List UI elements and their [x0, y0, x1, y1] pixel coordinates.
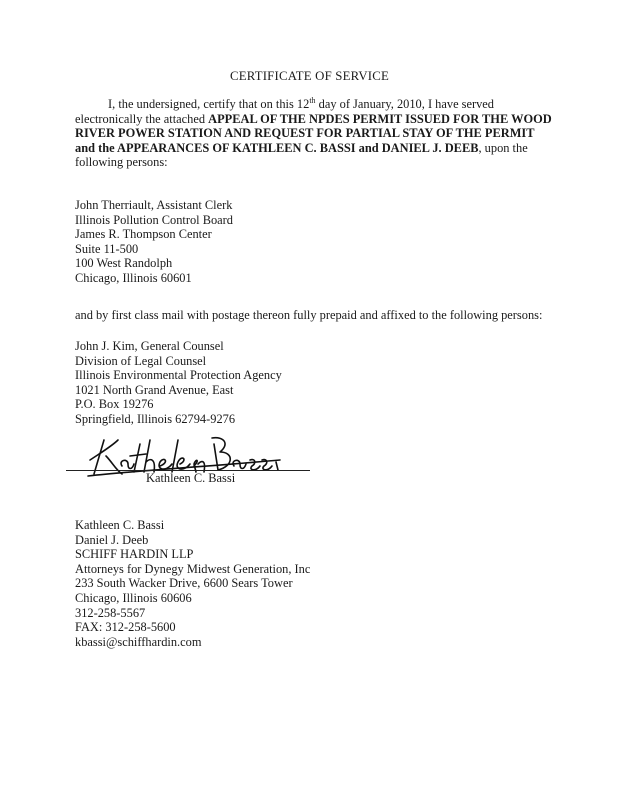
certification-paragraph [75, 95, 552, 170]
address-line: Illinois Environmental Protection Agency [75, 368, 282, 383]
counsel-line: Daniel J. Deeb [75, 532, 149, 547]
counsel-phone: 312-258-5567 [75, 605, 146, 620]
counsel-fax: FAX: 312-258-5600 [75, 620, 176, 635]
counsel-line: Kathleen C. Bassi [75, 518, 165, 532]
counsel-line: Attorneys for Dynegy Midwest Generation, Inc [75, 561, 311, 576]
signer-printed-name: Kathleen C. Bassi [146, 471, 236, 485]
intro-line-4 [75, 141, 545, 156]
recipient-address-block-2 [75, 339, 282, 427]
recipient-address-block-1 [75, 198, 233, 286]
address-line: James R. Thompson Center [75, 227, 212, 242]
counsel-email: kbassi@schiffhardin.com [75, 634, 202, 649]
intro-text: I, the undersigned, certify that on this 12 [108, 97, 310, 111]
intro-line-1 [75, 97, 545, 112]
address-line: 100 West Randolph [75, 256, 173, 271]
address-line: John J. Kim, General Counsel [75, 339, 224, 353]
address-line: John Therriault, Assistant Clerk [75, 198, 233, 212]
address-line: P.O. Box 19276 [75, 397, 154, 412]
address-line: Illinois Pollution Control Board [75, 212, 233, 227]
address-line: Chicago, Illinois 60601 [75, 270, 192, 285]
signature-block [66, 430, 326, 492]
intro-text: day of January, 2010, I have served [315, 97, 495, 111]
intro-text: , upon the [478, 140, 528, 155]
counsel-line: SCHIFF HARDIN LLP [75, 547, 194, 562]
counsel-line: 233 South Wacker Drive, 6600 Sears Tower [75, 576, 293, 591]
intro-text: electronically the attached [75, 111, 209, 126]
ordinal-suffix: th [309, 95, 316, 105]
document-title: CERTIFICATE OF SERVICE [229, 69, 390, 83]
intro-line-3: RIVER POWER STATION AND REQUEST FOR PARTIAL STAY OF THE PERMIT [75, 126, 535, 141]
address-line: Springfield, Illinois 62794-9276 [75, 411, 236, 426]
document-name-bold: APPEAL OF THE NPDES PERMIT ISSUED FOR THE WOOD [208, 111, 552, 126]
address-line: Division of Legal Counsel [75, 353, 207, 368]
address-line: 1021 North Grand Avenue, East [75, 382, 234, 397]
document-name-bold: and the APPEARANCES OF KATHLEEN C. BASSI and DANIEL J. DEEB [75, 140, 479, 155]
intro-line-2 [75, 111, 552, 127]
intro-line-5: following persons: [75, 155, 168, 170]
mail-service-statement: and by first class mail with postage thereon fully prepaid and affixed to the following persons: [75, 308, 543, 322]
counsel-line: Chicago, Illinois 60606 [75, 590, 192, 605]
address-line: Suite 11-500 [75, 241, 139, 256]
counsel-contact-block [75, 518, 310, 649]
